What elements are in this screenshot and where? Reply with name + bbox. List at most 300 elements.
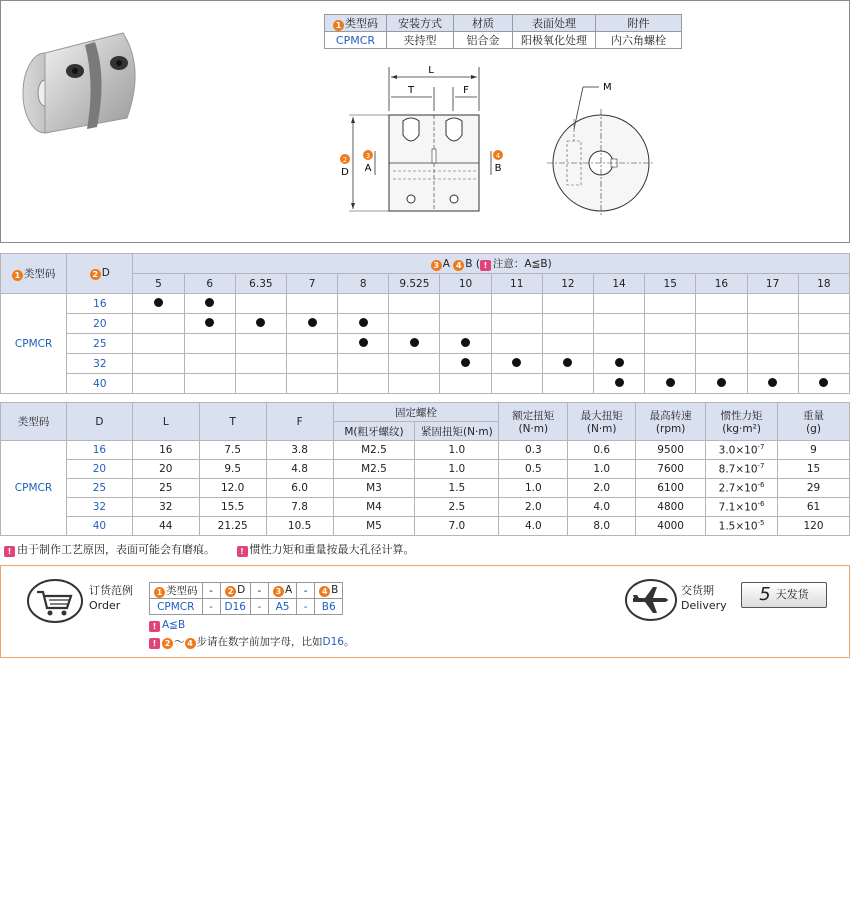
delivery-title-en: Delivery <box>681 599 727 612</box>
tbl2-cell-rated: 0.5 <box>499 460 568 479</box>
tbl1-ab-b-label: B <box>465 258 473 270</box>
tbl1-bore-col: 10 <box>440 274 491 294</box>
shopping-cart-icon <box>27 579 83 623</box>
available-dot <box>666 378 675 387</box>
tbl2-row <box>1 517 850 536</box>
tbl2-cell-l: 32 <box>132 498 199 517</box>
spec-header-row <box>325 15 682 32</box>
tbl1-cell <box>491 314 542 334</box>
tbl2-cell-t: 7.5 <box>199 441 266 460</box>
tbl1-cell <box>286 354 337 374</box>
tbl2-cell-f: 4.8 <box>266 460 333 479</box>
tbl2-row <box>1 460 850 479</box>
tbl1-cell <box>798 294 849 314</box>
tbl1-row <box>1 354 850 374</box>
inertia-exponent: -7 <box>757 443 765 452</box>
tbl1-bore-col: 18 <box>798 274 849 294</box>
tbl2-cell-speed: 7600 <box>636 460 706 479</box>
tbl1-d-header-label: D <box>101 267 110 279</box>
tbl2-cell-t: 15.5 <box>199 498 266 517</box>
tbl1-bore-col: 14 <box>593 274 644 294</box>
order-header-row <box>150 583 343 599</box>
coupling-photo <box>15 23 155 141</box>
tbl2-cell-inertia <box>706 498 778 517</box>
tbl1-row <box>1 294 850 314</box>
tbl2-h-screw: 固定螺栓 <box>333 403 499 422</box>
tbl1-cell <box>440 334 491 354</box>
tbl2-type-code: CPMCR <box>1 441 67 536</box>
tbl1-cell <box>696 334 747 354</box>
number-badge-icon: 4 <box>319 586 330 597</box>
tbl1-cell <box>593 374 644 394</box>
tbl1-cell <box>491 294 542 314</box>
tbl1-ab-a-label: A <box>442 258 450 270</box>
tbl2-cell-l: 16 <box>132 441 199 460</box>
available-dot <box>461 338 470 347</box>
tbl2-cell-f: 3.8 <box>266 441 333 460</box>
available-dot <box>768 378 777 387</box>
tbl1-d-header <box>67 254 133 294</box>
tbl2-cell-t: 9.5 <box>199 460 266 479</box>
tbl1-cell <box>133 374 184 394</box>
tbl1-cell <box>440 374 491 394</box>
tbl1-cell <box>696 374 747 394</box>
tbl1-cell <box>235 354 286 374</box>
tbl2-cell-t: 21.25 <box>199 517 266 536</box>
spec-header-type <box>325 15 387 32</box>
tbl1-cell <box>184 334 235 354</box>
tbl1-cell <box>389 294 440 314</box>
tbl1-cell <box>593 334 644 354</box>
available-dot <box>205 318 214 327</box>
order-note-tilde: ～ <box>174 636 185 648</box>
tbl2-cell-tight: 2.5 <box>415 498 499 517</box>
tbl1-cell <box>286 294 337 314</box>
tbl1-cell <box>645 354 696 374</box>
warning-icon: ! <box>480 260 491 271</box>
available-dot <box>615 378 624 387</box>
number-badge-icon: 4 <box>453 260 464 271</box>
tbl1-cell <box>491 334 542 354</box>
tbl1-cell <box>184 354 235 374</box>
tbl2-h-speed <box>636 403 706 441</box>
available-dot <box>563 358 572 367</box>
tbl1-cell <box>389 334 440 354</box>
tbl2-cell-weight: 61 <box>778 498 850 517</box>
tbl2-d-value: 40 <box>66 517 132 536</box>
tbl2-cell-max: 4.0 <box>568 498 636 517</box>
tbl1-cell <box>338 314 389 334</box>
specification-table <box>0 402 850 536</box>
tbl1-type-header <box>1 254 67 294</box>
tbl2-h-max-label: 最大扭矩 <box>580 410 623 422</box>
order-title-cn: 订货范例 <box>89 584 133 597</box>
tbl1-d-value: 20 <box>67 314 133 334</box>
tbl1-cell <box>798 374 849 394</box>
tbl1-cell <box>798 334 849 354</box>
tbl2-d-value: 16 <box>66 441 132 460</box>
num-A-badge: 3 <box>365 152 371 160</box>
notes <box>4 541 433 557</box>
tbl2-h-type: 类型码 <box>1 403 67 441</box>
technical-drawing <box>331 59 691 224</box>
inertia-base: 3.0×10 <box>718 444 758 457</box>
tbl1-bore-col: 12 <box>542 274 593 294</box>
tbl2-cell-l: 44 <box>132 517 199 536</box>
tbl1-d-value: 32 <box>67 354 133 374</box>
inertia-exponent: -5 <box>757 519 765 528</box>
tbl2-row <box>1 479 850 498</box>
warning-icon: ! <box>237 546 248 557</box>
tbl2-h-speed-label: 最高转速 <box>649 410 692 422</box>
tbl2-cell-inertia <box>706 441 778 460</box>
dim-A-label: A <box>364 163 372 174</box>
dim-D-label: D <box>341 167 349 178</box>
tbl1-header-row <box>1 254 850 274</box>
number-badge-icon: 1 <box>12 270 23 281</box>
spec-accessory: 内六角螺栓 <box>596 32 682 49</box>
tbl1-cell <box>440 354 491 374</box>
order-h-a-label: A <box>284 584 293 596</box>
tbl1-cell <box>491 374 542 394</box>
tbl2-cell-speed: 9500 <box>636 441 706 460</box>
order-title <box>89 583 133 613</box>
tbl1-cell <box>747 294 798 314</box>
tbl2-h-rated-label: 额定扭矩 <box>512 410 555 422</box>
available-dot <box>512 358 521 367</box>
tbl1-cell <box>286 334 337 354</box>
order-separator: - <box>250 583 268 599</box>
spec-header-material: 材质 <box>454 15 513 32</box>
tbl2-cell-max: 8.0 <box>568 517 636 536</box>
tbl2-h-m: M(粗牙螺纹) <box>333 422 415 441</box>
tbl1-bore-col: 6 <box>184 274 235 294</box>
tbl1-cell <box>542 334 593 354</box>
order-example-panel <box>0 565 850 658</box>
tbl1-cell <box>133 354 184 374</box>
spec-surface: 阳极氧化处理 <box>513 32 596 49</box>
order-v-type: CPMCR <box>150 599 203 615</box>
tbl1-cell <box>440 314 491 334</box>
tbl1-cell <box>338 294 389 314</box>
tbl1-cell <box>338 334 389 354</box>
tbl1-cell <box>747 334 798 354</box>
available-dot <box>205 298 214 307</box>
tbl1-ab-header <box>133 254 850 274</box>
inertia-base: 1.5×10 <box>718 520 758 533</box>
spec-header-surface: 表面处理 <box>513 15 596 32</box>
tbl1-row <box>1 314 850 334</box>
tbl1-bore-col: 8 <box>338 274 389 294</box>
tbl1-cell <box>645 374 696 394</box>
tbl2-cell-speed: 6100 <box>636 479 706 498</box>
tbl2-h-inertia-unit: (kg·m²) <box>722 423 761 435</box>
tbl1-ab-note: 注意：A≦B) <box>492 258 552 270</box>
tbl2-cell-speed: 4000 <box>636 517 706 536</box>
tbl1-row <box>1 374 850 394</box>
product-overview-panel <box>0 0 850 243</box>
tbl1-cell <box>747 314 798 334</box>
tbl2-cell-weight: 29 <box>778 479 850 498</box>
dim-M-label: M <box>603 82 612 93</box>
number-badge-icon: 3 <box>431 260 442 271</box>
tbl1-d-value: 16 <box>67 294 133 314</box>
number-badge-icon: 3 <box>273 586 284 597</box>
tbl2-cell-rated: 2.0 <box>499 498 568 517</box>
tbl1-cell <box>389 354 440 374</box>
number-badge-icon: 2 <box>162 638 173 649</box>
tbl1-cell <box>696 314 747 334</box>
tbl1-cell <box>286 314 337 334</box>
tbl2-cell-f: 10.5 <box>266 517 333 536</box>
tbl2-cell-t: 12.0 <box>199 479 266 498</box>
available-dot <box>154 298 163 307</box>
tbl1-cell <box>747 354 798 374</box>
tbl2-cell-max: 1.0 <box>568 460 636 479</box>
available-dot <box>615 358 624 367</box>
tbl1-cell <box>389 314 440 334</box>
spec-table <box>324 14 682 49</box>
spec-header-accessory: 附件 <box>596 15 682 32</box>
tbl1-row <box>1 334 850 354</box>
order-h-d <box>220 583 250 599</box>
spec-install: 夹持型 <box>387 32 454 49</box>
warning-icon: ! <box>4 546 15 557</box>
tbl1-cell <box>133 294 184 314</box>
inertia-exponent: -6 <box>757 481 765 490</box>
bore-combination-table <box>0 253 850 394</box>
number-badge-icon: 2 <box>90 269 101 280</box>
tbl1-cell <box>235 334 286 354</box>
num-B-badge: 4 <box>495 152 501 160</box>
tbl1-cell <box>389 374 440 394</box>
tbl1-cell <box>440 294 491 314</box>
tbl2-cell-rated: 4.0 <box>499 517 568 536</box>
tbl1-cell <box>542 354 593 374</box>
tbl2-cell-m: M2.5 <box>333 460 415 479</box>
tbl2-h-rated-unit: (N·m) <box>518 423 549 435</box>
tbl1-cell <box>542 294 593 314</box>
tbl2-header-row-1 <box>1 403 850 422</box>
available-dot <box>461 358 470 367</box>
tbl1-cell <box>798 314 849 334</box>
delivery-title <box>681 583 727 613</box>
tbl1-cell <box>338 354 389 374</box>
order-separator: - <box>202 599 220 615</box>
tbl2-h-speed-unit: (rpm) <box>655 423 686 435</box>
tbl1-cell <box>286 374 337 394</box>
tbl2-cell-m: M4 <box>333 498 415 517</box>
order-h-b-label: B <box>331 584 339 596</box>
tbl1-cell <box>593 314 644 334</box>
tbl1-bore-col: 9.525 <box>389 274 440 294</box>
airplane-icon <box>625 578 677 622</box>
tbl2-h-t: T <box>199 403 266 441</box>
inertia-base: 2.7×10 <box>718 482 758 495</box>
tbl2-cell-speed: 4800 <box>636 498 706 517</box>
note-inertia: 惯性力矩和重量按最大孔径计算。 <box>249 543 415 556</box>
tbl1-cell <box>184 294 235 314</box>
order-value-row <box>150 599 343 615</box>
tbl1-cell <box>593 294 644 314</box>
tbl2-cell-weight: 9 <box>778 441 850 460</box>
order-v-b: B6 <box>315 599 343 615</box>
order-note-prefix <box>149 634 354 649</box>
number-badge-icon: 4 <box>185 638 196 649</box>
dim-B-label: B <box>494 163 502 174</box>
tbl2-cell-inertia <box>706 460 778 479</box>
tbl2-cell-inertia <box>706 479 778 498</box>
delivery-days: 5 <box>759 584 771 605</box>
number-badge-icon: 1 <box>333 20 344 31</box>
tbl1-cell <box>184 374 235 394</box>
order-note-ab <box>149 619 185 632</box>
available-dot <box>359 338 368 347</box>
tbl1-cell <box>184 314 235 334</box>
order-v-d: D16 <box>220 599 250 615</box>
tbl1-d-value: 25 <box>67 334 133 354</box>
tbl1-bore-col: 7 <box>286 274 337 294</box>
tbl1-cell <box>798 354 849 374</box>
tbl2-h-weight-unit: (g) <box>806 423 821 435</box>
spec-type-code: CPMCR <box>325 32 387 49</box>
delivery-days-badge <box>741 582 827 608</box>
num-D-badge: 2 <box>342 156 348 164</box>
dim-T-label: T <box>407 85 415 96</box>
order-h-type <box>150 583 203 599</box>
tbl1-bore-col: 16 <box>696 274 747 294</box>
tbl1-cell <box>645 314 696 334</box>
tbl2-cell-max: 2.0 <box>568 479 636 498</box>
inertia-base: 8.7×10 <box>718 463 758 476</box>
order-separator: - <box>202 583 220 599</box>
tbl1-ab-note-open: ( <box>475 258 480 270</box>
inertia-exponent: -7 <box>757 462 765 471</box>
tbl2-cell-tight: 1.0 <box>415 441 499 460</box>
order-v-a: A5 <box>268 599 296 615</box>
tbl1-bore-col: 6.35 <box>235 274 286 294</box>
tbl1-d-value: 40 <box>67 374 133 394</box>
tbl2-cell-inertia <box>706 517 778 536</box>
tbl2-cell-f: 7.8 <box>266 498 333 517</box>
tbl2-cell-tight: 1.5 <box>415 479 499 498</box>
tbl1-cell <box>747 374 798 394</box>
tbl2-cell-f: 6.0 <box>266 479 333 498</box>
tbl1-cell <box>133 334 184 354</box>
tbl2-h-inertia <box>706 403 778 441</box>
inertia-base: 7.1×10 <box>718 501 758 514</box>
order-h-a <box>268 583 296 599</box>
tbl2-cell-max: 0.6 <box>568 441 636 460</box>
tbl2-h-f: F <box>266 403 333 441</box>
spec-header-install: 安装方式 <box>387 15 454 32</box>
tbl1-bore-col: 5 <box>133 274 184 294</box>
available-dot <box>256 318 265 327</box>
order-h-type-label: 类型码 <box>166 585 198 597</box>
tbl2-h-d: D <box>66 403 132 441</box>
tbl1-cell <box>235 374 286 394</box>
order-separator: - <box>297 599 315 615</box>
tbl2-cell-l: 20 <box>132 460 199 479</box>
number-badge-icon: 1 <box>154 587 165 598</box>
tbl2-d-value: 20 <box>66 460 132 479</box>
tbl1-cell <box>645 294 696 314</box>
order-h-d-label: D <box>237 584 246 596</box>
tbl2-cell-m: M5 <box>333 517 415 536</box>
tbl2-h-weight <box>778 403 850 441</box>
number-badge-icon: 2 <box>225 586 236 597</box>
tbl2-cell-l: 25 <box>132 479 199 498</box>
tbl2-d-value: 25 <box>66 479 132 498</box>
warning-icon: ! <box>149 621 160 632</box>
tbl2-h-tight: 紧固扭矩(N·m) <box>415 422 499 441</box>
order-code-table <box>149 582 343 615</box>
dim-F-label: F <box>463 85 469 96</box>
order-note-text: 步请在数字前加字母，比如 <box>196 636 323 648</box>
tbl2-h-weight-label: 重量 <box>803 410 825 422</box>
tbl2-cell-tight: 1.0 <box>415 460 499 479</box>
tbl2-h-rated <box>499 403 568 441</box>
available-dot <box>819 378 828 387</box>
tbl2-d-value: 32 <box>66 498 132 517</box>
order-h-b <box>315 583 343 599</box>
tbl2-cell-rated: 0.3 <box>499 441 568 460</box>
order-separator: - <box>297 583 315 599</box>
tbl1-bore-col: 17 <box>747 274 798 294</box>
order-note-end: 。 <box>343 636 355 648</box>
available-dot <box>308 318 317 327</box>
tbl1-cell <box>645 334 696 354</box>
available-dot <box>410 338 419 347</box>
tbl2-row <box>1 498 850 517</box>
spec-value-row <box>325 32 682 49</box>
tbl1-cell <box>542 374 593 394</box>
tbl1-bore-col: 11 <box>491 274 542 294</box>
tbl2-cell-weight: 15 <box>778 460 850 479</box>
tbl2-h-max-unit: (N·m) <box>586 423 617 435</box>
tbl1-cell <box>696 294 747 314</box>
order-separator: - <box>250 599 268 615</box>
tbl1-type-header-label: 类型码 <box>23 268 56 280</box>
tbl1-cell <box>593 354 644 374</box>
spec-material: 铝合金 <box>454 32 513 49</box>
warning-icon: ! <box>149 638 160 649</box>
tbl2-cell-weight: 120 <box>778 517 850 536</box>
tbl2-cell-rated: 1.0 <box>499 479 568 498</box>
tbl2-row <box>1 441 850 460</box>
order-note-example: D16 <box>322 636 344 648</box>
tbl1-cell <box>133 314 184 334</box>
tbl2-h-inertia-label: 惯性力矩 <box>720 410 763 422</box>
tbl2-h-max <box>568 403 636 441</box>
available-dot <box>359 318 368 327</box>
dim-L-label: L <box>428 65 434 76</box>
tbl1-bore-col: 15 <box>645 274 696 294</box>
tbl1-cell <box>338 374 389 394</box>
tbl1-cell <box>235 294 286 314</box>
tbl2-cell-tight: 7.0 <box>415 517 499 536</box>
inertia-exponent: -6 <box>757 500 765 509</box>
order-title-en: Order <box>89 599 121 612</box>
note-wear: 由于制作工艺原因，表面可能会有磨痕。 <box>17 543 215 556</box>
tbl1-cell <box>491 354 542 374</box>
order-note-ab-text: A≦B <box>162 619 186 631</box>
spec-header-label: 类型码 <box>345 17 378 30</box>
tbl2-h-l: L <box>132 403 199 441</box>
tbl1-cell <box>696 354 747 374</box>
tbl1-cell <box>235 314 286 334</box>
delivery-suffix: 天发货 <box>775 588 809 601</box>
